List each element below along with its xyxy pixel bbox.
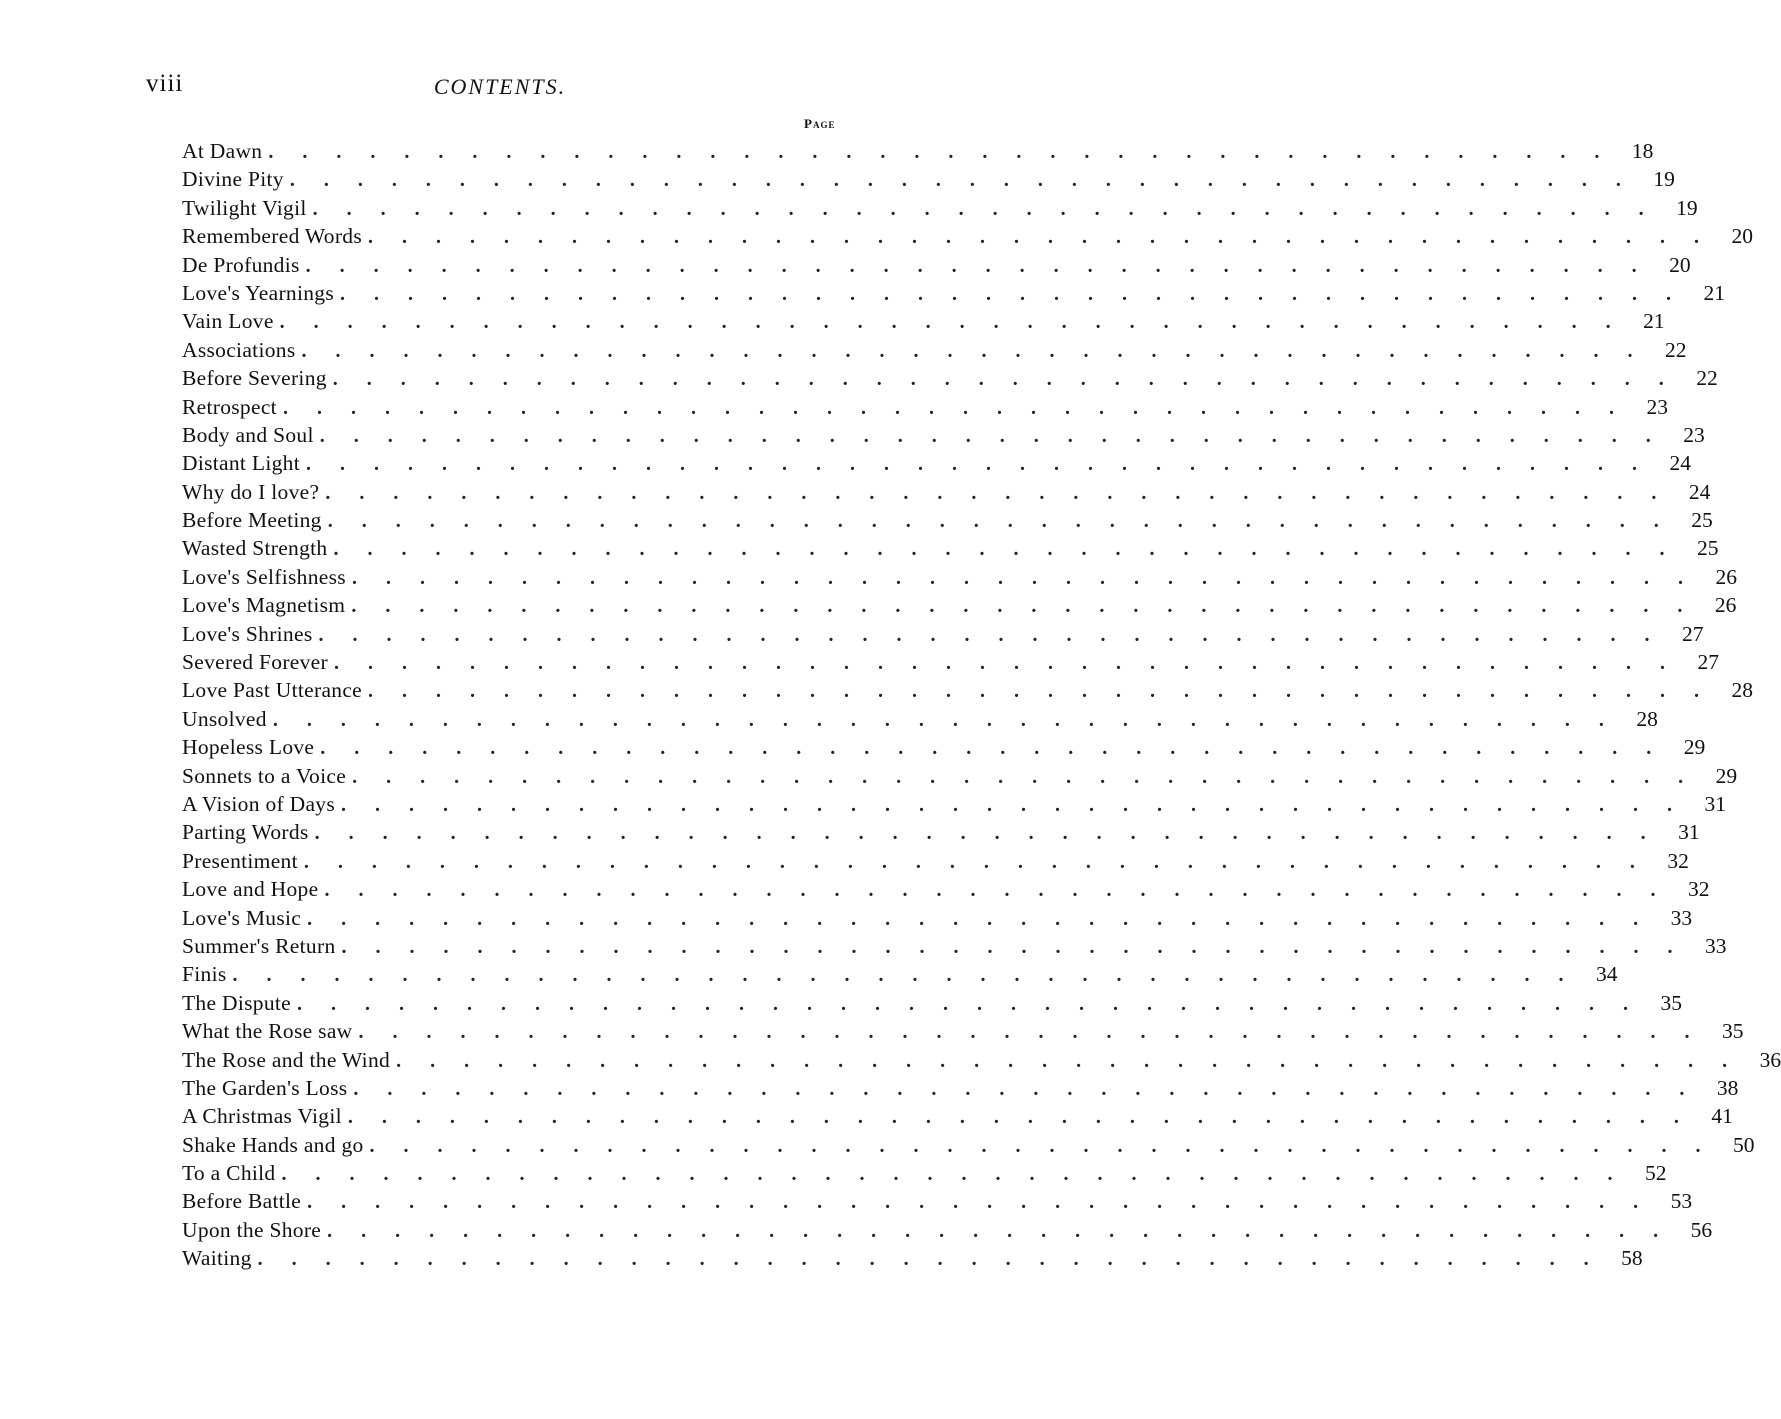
toc-entry-page: 19 xyxy=(1676,195,1698,220)
toc-entry xyxy=(182,847,1689,875)
toc-entry-page: 35 xyxy=(1660,990,1682,1015)
toc-entry-page: 34 xyxy=(1596,962,1618,987)
dot-leader: . . . . . . . . . . . . . . . . . . . . . . . . . . . . . . . . . . . . . . . . xyxy=(353,1077,1697,1100)
toc-entry-title: Unsolved xyxy=(182,706,267,731)
toc-entry-title: Love's Selfishness xyxy=(182,564,346,589)
toc-entry-title: The Dispute xyxy=(182,990,291,1015)
toc-entry xyxy=(182,534,1719,562)
dot-leader: . . . . . . . . . . . . . . . . . . . . . . . . . . . . . . . . . . . . . . . . xyxy=(396,1049,1740,1072)
toc-entry-title: Severed Forever xyxy=(182,650,328,675)
dot-leader: . . . . . . . . . . . . . . . . . . . . . . . . . . . . . . . . . . . . . . . . xyxy=(319,424,1663,447)
toc-entry-page: 33 xyxy=(1670,905,1693,930)
running-title: CONTENTS. xyxy=(433,74,567,99)
toc-entry xyxy=(182,790,1727,818)
dot-leader: . . . . . . . . . . . . . . . . . . . . . . . . . . . . . . . . . . . . . . . . xyxy=(296,992,1640,1015)
toc-entry xyxy=(182,591,1737,619)
dot-leader: . . . . . . . . . . . . . . . . . . . . . . . . . . . . . . . . . . . . . . . . xyxy=(369,1134,1713,1157)
toc-entry xyxy=(182,932,1727,960)
toc-entry xyxy=(182,960,1618,988)
toc-entry-title: Body and Soul xyxy=(182,422,314,447)
toc-entry xyxy=(182,336,1687,364)
toc-entry-title: Before Severing xyxy=(182,366,327,391)
toc-entry-title: Waiting xyxy=(182,1246,252,1271)
dot-leader: . . . . . . . . . . . . . . . . . . . . . . . . . . . . . . . . . . . . . . . . xyxy=(347,1106,1691,1129)
toc-entry xyxy=(182,279,1726,307)
toc-entry xyxy=(182,563,1737,591)
toc-entry xyxy=(182,1187,1693,1215)
toc-entry-title: Love's Shrines xyxy=(182,621,313,646)
dot-leader: . . . . . . . . . . . . . . . . . . . . . . . . . . . . . . . . . . . . . . . . xyxy=(232,964,1576,987)
toc-entry-title: Love and Hope xyxy=(182,877,319,902)
dot-leader: . . . . . . . . . . . . . . . . . . . . . . . . . . . . . . . . . . . . . . . . xyxy=(305,453,1649,476)
dot-leader: . . . . . . . . . . . . . . . . . . . . . . . . . . . . . . . . . . . . . . . . xyxy=(368,680,1712,703)
toc-entry-title: Finis xyxy=(182,962,227,987)
toc-entry-page: 23 xyxy=(1683,422,1705,447)
toc-entry-title: The Rose and the Wind xyxy=(182,1047,391,1072)
toc-entry-title: Twilight Vigil xyxy=(182,195,307,220)
toc-entry-title: Wasted Strength xyxy=(182,536,328,561)
dot-leader: . . . . . . . . . . . . . . . . . . . . . . . . . . . . . . . . . . . . . . . . xyxy=(301,339,1645,362)
toc-entry xyxy=(182,818,1700,846)
toc-entry-title: Upon the Shore xyxy=(182,1217,322,1242)
toc-entry-page: 24 xyxy=(1688,479,1711,504)
toc-entry-title: A Christmas Vigil xyxy=(182,1104,342,1129)
table-of-contents xyxy=(182,137,1781,1273)
dot-leader: . . . . . . . . . . . . . . . . . . . . . . . . . . . . . . . . . . . . . . . . xyxy=(303,850,1647,873)
dot-leader: . . . . . . . . . . . . . . . . . . . . . . . . . . . . . . . . . . . . . . . . xyxy=(307,1191,1651,1214)
toc-entry-title: The Garden's Loss xyxy=(182,1075,348,1100)
dot-leader: . . . . . . . . . . . . . . . . . . . . . . . . . . . . . . . . . . . . . . . . xyxy=(307,907,1651,930)
toc-entry-page: 27 xyxy=(1682,621,1704,646)
toc-entry-title: Before Battle xyxy=(182,1189,302,1214)
toc-entry-page: 32 xyxy=(1667,848,1689,873)
toc-entry xyxy=(182,1074,1739,1102)
toc-entry-page: 21 xyxy=(1703,280,1726,305)
toc-entry-page: 35 xyxy=(1722,1019,1744,1044)
toc-entry-page: 22 xyxy=(1696,366,1718,391)
toc-entry-page: 25 xyxy=(1691,508,1713,533)
toc-entry xyxy=(182,676,1754,704)
toc-entry-title: Sonnets to a Voice xyxy=(182,763,347,788)
toc-entry xyxy=(182,733,1706,761)
toc-entry-title: Love Past Utterance xyxy=(182,678,363,703)
dot-leader: . . . . . . . . . . . . . . . . . . . . . . . . . . . . . . . . . . . . . . . . xyxy=(341,935,1685,958)
toc-entry-title: Retrospect xyxy=(182,394,277,419)
toc-entry xyxy=(182,393,1668,421)
toc-entry xyxy=(182,449,1691,477)
toc-entry-page: 19 xyxy=(1653,167,1675,192)
toc-entry xyxy=(182,989,1682,1017)
toc-entry-title: Shake Hands and go xyxy=(182,1132,364,1157)
dot-leader: . . . . . . . . . . . . . . . . . . . . . . . . . . . . . . . . . . . . . . . . xyxy=(312,197,1656,220)
toc-entry-page: 27 xyxy=(1697,650,1719,675)
dot-leader: . . . . . . . . . . . . . . . . . . . . . . . . . . . . . . . . . . . . . . . . xyxy=(351,595,1695,618)
dot-leader: . . . . . . . . . . . . . . . . . . . . . . . . . . . . . . . . . . . . . . . . xyxy=(289,169,1633,192)
toc-entry xyxy=(182,1017,1744,1045)
dot-leader: . . . . . . . . . . . . . . . . . . . . . . . . . . . . . . . . . . . . . . . . xyxy=(325,481,1669,504)
toc-entry xyxy=(182,1216,1713,1244)
toc-entry-title: To a Child xyxy=(182,1161,276,1186)
toc-entry-title: Parting Words xyxy=(182,820,309,845)
toc-entry xyxy=(182,165,1675,193)
toc-entry-page: 28 xyxy=(1731,678,1754,703)
dot-leader: . . . . . . . . . . . . . . . . . . . . . . . . . . . . . . . . . . . . . . . . xyxy=(257,1248,1601,1271)
toc-entry-title: Before Meeting xyxy=(182,508,322,533)
toc-entry xyxy=(182,705,1658,733)
toc-entry xyxy=(182,364,1718,392)
toc-entry-page: 52 xyxy=(1644,1161,1667,1186)
dot-leader: . . . . . . . . . . . . . . . . . . . . . . . . . . . . . . . . . . . . . . . . xyxy=(327,510,1671,533)
toc-entry-page: 29 xyxy=(1683,735,1706,760)
toc-entry-page: 58 xyxy=(1621,1246,1643,1271)
toc-entry xyxy=(182,1131,1755,1159)
toc-entry-title: Hopeless Love xyxy=(182,735,315,760)
toc-entry-title: De Profundis xyxy=(182,252,300,277)
toc-entry xyxy=(182,222,1754,250)
toc-entry xyxy=(182,648,1719,676)
toc-entry-page: 29 xyxy=(1715,763,1738,788)
toc-entry xyxy=(182,1102,1733,1130)
toc-entry-title: A Vision of Days xyxy=(182,791,336,816)
toc-entry-page: 26 xyxy=(1714,593,1737,618)
dot-leader: . . . . . . . . . . . . . . . . . . . . . . . . . . . . . . . . . . . . . . . . xyxy=(368,226,1712,249)
toc-entry-title: Love's Yearnings xyxy=(182,280,335,305)
dot-leader: . . . . . . . . . . . . . . . . . . . . . . . . . . . . . . . . . . . . . . . . xyxy=(352,765,1696,788)
toc-entry-page: 31 xyxy=(1678,820,1700,845)
toc-entry-page: 26 xyxy=(1715,564,1737,589)
toc-entry xyxy=(182,875,1710,903)
dot-leader: . . . . . . . . . . . . . . . . . . . . . . . . . . . . . . . . . . . . . . . . xyxy=(320,737,1664,760)
toc-entry-title: What the Rose saw xyxy=(182,1019,353,1044)
toc-entry-title: Associations xyxy=(182,337,296,362)
toc-entry xyxy=(182,137,1654,165)
dot-leader: . . . . . . . . . . . . . . . . . . . . . . . . . . . . . . . . . . . . . . . . xyxy=(282,396,1626,419)
toc-entry xyxy=(182,762,1738,790)
dot-leader: . . . . . . . . . . . . . . . . . . . . . . . . . . . . . . . . . . . . . . . . xyxy=(268,141,1612,163)
dot-leader: . . . . . . . . . . . . . . . . . . . . . . . . . . . . . . . . . . . . . . . . xyxy=(324,879,1668,902)
dot-leader: . . . . . . . . . . . . . . . . . . . . . . . . . . . . . . . . . . . . . . . . xyxy=(358,1021,1702,1044)
toc-entry-page: 22 xyxy=(1664,337,1687,362)
toc-entry-title: At Dawn xyxy=(182,139,263,163)
toc-entry-title: Distant Light xyxy=(182,451,300,476)
dot-leader: . . . . . . . . . . . . . . . . . . . . . . . . . . . . . . . . . . . . . . . . xyxy=(332,368,1676,391)
toc-entry-title: Why do I love? xyxy=(182,479,320,504)
toc-entry-title: Summer's Return xyxy=(182,933,336,958)
dot-leader: . . . . . . . . . . . . . . . . . . . . . . . . . . . . . . . . . . . . . . . . xyxy=(327,1219,1671,1242)
page-number: viii xyxy=(146,70,184,97)
dot-leader: . . . . . . . . . . . . . . . . . . . . . . . . . . . . . . . . . . . . . . . . xyxy=(333,538,1677,561)
toc-entry-page: 41 xyxy=(1711,1104,1733,1129)
dot-leader: . . . . . . . . . . . . . . . . . . . . . . . . . . . . . . . . . . . . . . . . xyxy=(279,311,1623,334)
toc-entry xyxy=(182,1046,1781,1074)
page-column-label: Page xyxy=(804,116,836,131)
dot-leader: . . . . . . . . . . . . . . . . . . . . . . . . . . . . . . . . . . . . . . . . xyxy=(351,566,1695,589)
toc-entry-page: 50 xyxy=(1733,1132,1755,1157)
toc-entry xyxy=(182,1159,1667,1187)
toc-entry xyxy=(182,620,1704,648)
toc-entry-title: Divine Pity xyxy=(182,167,284,192)
toc-entry-page: 38 xyxy=(1716,1075,1739,1100)
toc-entry-page: 32 xyxy=(1687,877,1710,902)
toc-entry xyxy=(182,1244,1643,1272)
toc-entry xyxy=(182,904,1693,932)
toc-entry-page: 53 xyxy=(1670,1189,1693,1214)
toc-entry-page: 21 xyxy=(1643,309,1665,334)
toc-entry xyxy=(182,307,1665,335)
dot-leader: . . . . . . . . . . . . . . . . . . . . . . . . . . . . . . . . . . . . . . . . xyxy=(314,822,1658,845)
toc-entry-page: 20 xyxy=(1731,224,1754,249)
toc-entry-page: 56 xyxy=(1690,1217,1713,1242)
toc-entry-title: Remembered Words xyxy=(182,224,363,249)
toc-entry-title: Vain Love xyxy=(182,309,274,334)
toc-entry xyxy=(182,506,1713,534)
dot-leader: . . . . . . . . . . . . . . . . . . . . . . . . . . . . . . . . . . . . . . . . xyxy=(305,254,1649,277)
toc-entry-page: 31 xyxy=(1704,791,1727,816)
toc-entry-page: 28 xyxy=(1636,706,1658,731)
dot-leader: . . . . . . . . . . . . . . . . . . . . . . . . . . . . . . . . . . . . . . . . xyxy=(333,652,1677,675)
toc-entry-page: 36 xyxy=(1759,1047,1781,1072)
toc-entry-page: 18 xyxy=(1631,139,1654,163)
toc-entry xyxy=(182,194,1698,222)
toc-entry-page: 25 xyxy=(1696,536,1719,561)
toc-entry xyxy=(182,251,1691,279)
toc-entry-title: Love's Magnetism xyxy=(182,593,346,618)
toc-entry-title: Love's Music xyxy=(182,905,302,930)
dot-leader: . . . . . . . . . . . . . . . . . . . . . . . . . . . . . . . . . . . . . . . . xyxy=(281,1163,1625,1186)
dot-leader: . . . . . . . . . . . . . . . . . . . . . . . . . . . . . . . . . . . . . . . . xyxy=(318,623,1662,646)
dot-leader: . . . . . . . . . . . . . . . . . . . . . . . . . . . . . . . . . . . . . . . . xyxy=(341,793,1685,816)
toc-entry-page: 20 xyxy=(1669,252,1691,277)
toc-entry-page: 23 xyxy=(1646,394,1668,419)
dot-leader: . . . . . . . . . . . . . . . . . . . . . . . . . . . . . . . . . . . . . . . . xyxy=(340,282,1684,305)
toc-entry-page: 33 xyxy=(1705,933,1727,958)
toc-entry xyxy=(182,478,1711,506)
toc-entry xyxy=(182,421,1705,449)
toc-entry-page: 24 xyxy=(1669,451,1691,476)
dot-leader: . . . . . . . . . . . . . . . . . . . . . . . . . . . . . . . . . . . . . . . . xyxy=(272,708,1616,731)
toc-entry-title: Presentiment xyxy=(182,848,298,873)
